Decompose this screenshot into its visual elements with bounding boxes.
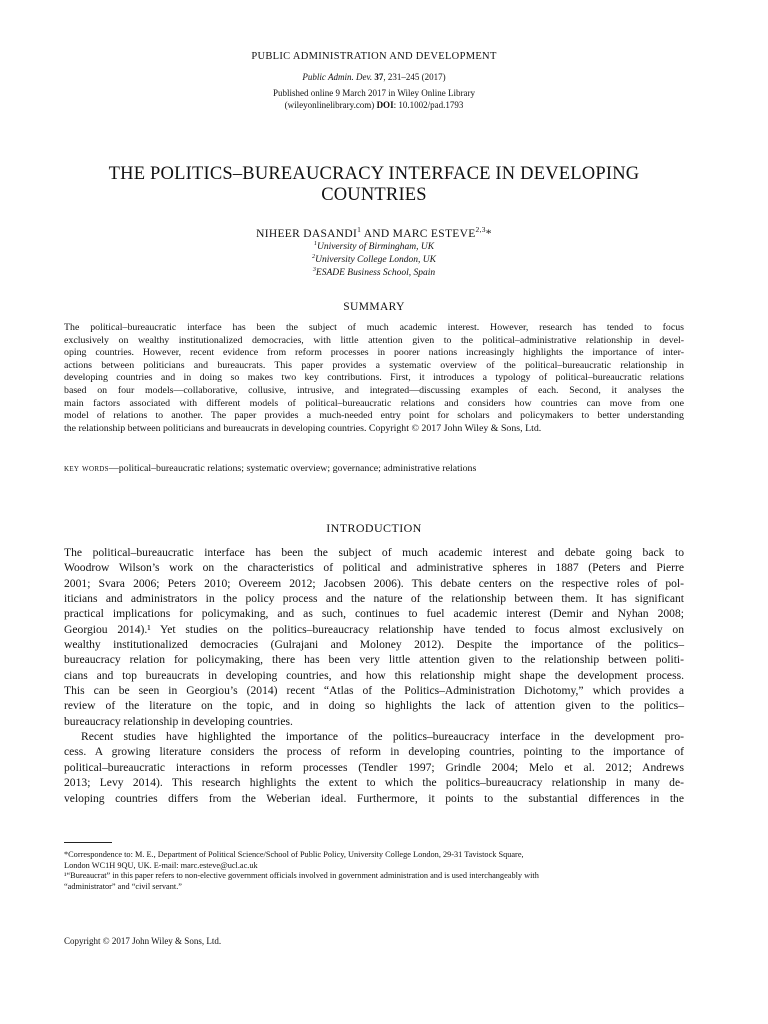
body-line: cians and top bureaucrats in developing countries, and how this relationship might shape the development process. bbox=[64, 668, 684, 682]
doi-value[interactable]: : 10.1002/pad.1793 bbox=[393, 100, 464, 110]
affiliation-1 bbox=[64, 242, 684, 252]
body-line: review of the literature on the topic, and in doing so highlights the lack of attention given to the politics– bbox=[64, 699, 684, 713]
author-1: NIHEER DASANDI bbox=[256, 228, 358, 240]
abstract-line: actions between politicians and bureaucrats. This paper provides a systematic overview of the political–bureaucratic relationship in bbox=[64, 359, 684, 371]
doi-label: DOI bbox=[376, 100, 394, 110]
body-line: iticians and administrators in the policy process and the nature of the relationship between them. It has significant bbox=[64, 592, 684, 606]
affiliation-1-name: University of Birmingham, UK bbox=[316, 242, 435, 252]
abstract-line: the relationship between politicians and bureaucrats in developing countries. Copyright © 2017 John Wiley & Sons, Ltd. bbox=[64, 422, 542, 434]
body-line: cess. A growing literature considers the process of reform in developing countries, pointing to the importance of bbox=[64, 745, 684, 759]
author-1-affil: 1 bbox=[357, 225, 362, 235]
citation-journal: Public Admin. Dev. bbox=[302, 72, 373, 82]
body-line: Woodrow Wilson’s work on the characteristics of political and administrative spheres in 1887 (Peters and Pierre bbox=[64, 561, 684, 575]
summary-heading: SUMMARY bbox=[343, 301, 405, 313]
body-line: practical implications for policymaking, and as such, continues to fuel academic interest (Demir and Nyhan 2008; bbox=[64, 607, 684, 621]
journal-name: PUBLIC ADMINISTRATION AND DEVELOPMENT bbox=[251, 51, 497, 62]
affiliation-3-name: ESADE Business School, Spain bbox=[315, 268, 436, 278]
published-line: Published online 9 March 2017 in Wiley Online Library bbox=[273, 88, 475, 98]
keywords-list: —political–bureaucratic relations; systematic overview; governance; administrative relations bbox=[108, 463, 477, 474]
title-line-2: COUNTRIES bbox=[321, 185, 427, 205]
library-link[interactable]: (wileyonlinelibrary.com) bbox=[284, 100, 375, 110]
keywords bbox=[64, 463, 684, 474]
introduction-body bbox=[64, 545, 684, 806]
corresponding-mark: * bbox=[485, 228, 492, 240]
abstract-line: developing countries and in doing so makes two key contributions. First, it introduces a typology of political–bureaucratic relations bbox=[64, 372, 684, 384]
body-line: bureaucracy relation for policymaking, there has been very little attention given to the relationship between politi- bbox=[64, 653, 684, 667]
abstract-line: main factors associated with different models of political–bureaucratic relations and considers how countries can move from one bbox=[64, 397, 684, 409]
body-line: veloping countries differs from the Weberian ideal. Furthermore, it points to the substantial differences in the bbox=[64, 791, 684, 805]
body-line: political–bureaucratic interactions in reform processes (Tendler 1997; Grindle 2004; Melo et al. 2012; Andrews bbox=[64, 760, 684, 774]
abstract-line: based on four models—collaborative, collusive, intrusive, and integrated—discussing examples of each. Second, it analyses the bbox=[64, 384, 684, 396]
body-line: This can be seen in Georgiou’s (2014) recent “Atlas of the Politics–Administration Dichotomy,” which provides a bbox=[64, 684, 684, 698]
footnotes bbox=[64, 850, 684, 892]
abstract-line: oping countries. However, recent evidence from reform processes in poorer nations increasingly highlights the importance of inter- bbox=[64, 347, 684, 359]
abstract-line: The political–bureaucratic interface has been the subject of much academic interest. However, research has tended to focus bbox=[64, 322, 684, 333]
footnote-rule bbox=[64, 842, 112, 843]
author-2-affil: 2,3 bbox=[475, 225, 486, 235]
introduction-heading: INTRODUCTION bbox=[326, 521, 422, 535]
author-2: AND MARC ESTEVE bbox=[361, 228, 476, 240]
abstract-line: exclusively on wealthy institutionalized democracies, with little attention given to the political–administrative relationship in devel- bbox=[64, 334, 684, 346]
title-line-1: THE POLITICS–BUREAUCRACY INTERFACE IN DEVELOPING bbox=[108, 164, 640, 184]
body-line: Georgiou 2014).¹ Yet studies on the politics–bureaucracy relationship have tended to focus almost exclusively on bbox=[64, 622, 684, 636]
body-line: The political–bureaucratic interface has been the subject of much academic interest and debate going back to bbox=[64, 546, 684, 559]
affiliation-2 bbox=[64, 255, 684, 265]
footnote-line: London WC1H 9QU, UK. E-mail: marc.esteve@ucl.ac.uk bbox=[64, 860, 258, 870]
affiliation-2-num: 2 bbox=[312, 253, 316, 260]
footnote-line: “administrator” and “civil servant.” bbox=[64, 881, 182, 891]
citation-volume: 37 bbox=[374, 72, 384, 82]
affiliation-2-name: University College London, UK bbox=[315, 255, 436, 265]
citation-line bbox=[64, 72, 684, 82]
body-line: 2013; Levy 2014). This research highlights the extent to which the politics–bureaucracy relationship in many de- bbox=[64, 776, 684, 790]
citation-pages: , 231–245 (2017) bbox=[383, 72, 446, 82]
body-line: Recent studies have highlighted the importance of the politics–bureaucracy interface in the development pro- bbox=[81, 730, 684, 744]
copyright-notice: Copyright © 2017 John Wiley & Sons, Ltd. bbox=[64, 936, 222, 946]
footnote-line: *Correspondence to: M. E., Department of Political Science/School of Public Policy, University College London, 29-31 Tavistock Square, bbox=[64, 850, 524, 859]
body-line: wealthy institutionalized democracies (Gulrajani and Moloney 2012). Despite the importance of the politics– bbox=[64, 638, 684, 652]
body-line: 2001; Svara 2006; Peters 2010; Overeem 2012; Jacobsen 2006). This debate centers on the respective roles of pol- bbox=[64, 576, 684, 590]
doi-line bbox=[64, 100, 684, 110]
article-title bbox=[64, 164, 684, 206]
abstract-line: model of relations to another. The paper provides a much-needed entry point for scholars and policymakers to better understanding bbox=[64, 410, 684, 422]
footnote-line: ¹“Bureaucrat” in this paper refers to non-elective government officials involved in government administration and is used interchangeably with bbox=[64, 871, 539, 880]
affiliation-1-num: 1 bbox=[313, 240, 317, 247]
body-line: bureaucracy relationship in developing countries. bbox=[64, 714, 293, 728]
abstract-text bbox=[64, 322, 684, 435]
author-list bbox=[64, 225, 684, 240]
affiliation-3 bbox=[64, 268, 684, 278]
affiliation-3-num: 3 bbox=[312, 266, 316, 273]
keywords-label: key words bbox=[64, 463, 109, 474]
